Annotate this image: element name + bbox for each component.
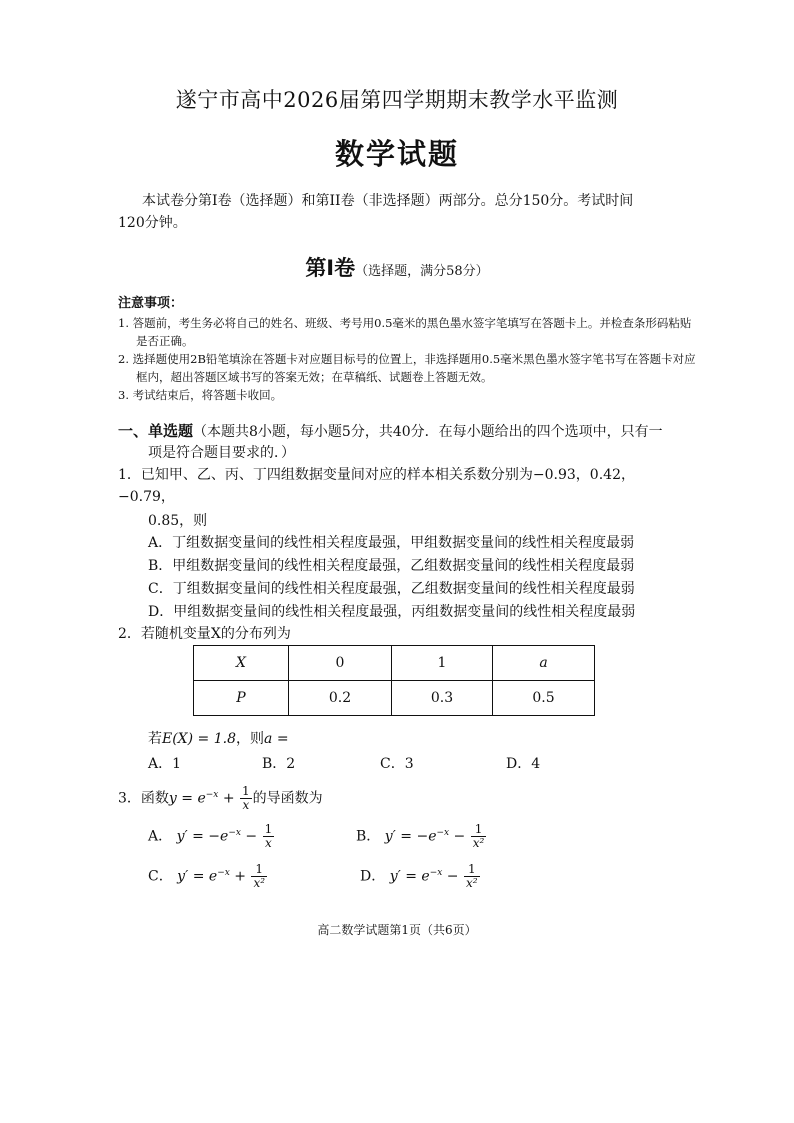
exam-header: 遂宁市高中2026届第四学期期末教学水平监测 xyxy=(175,88,619,112)
q3-option-d: D． $y' = e^{-x}$ − $\frac{1}{\text{x²}}$ xyxy=(360,862,478,891)
section-1-desc-b: 项是符合题目要求的．） xyxy=(148,445,295,461)
table-cell: 0.2 xyxy=(289,681,392,716)
notes-heading: 注意事项： xyxy=(118,296,184,311)
q1-option-a: A．丁组数据变量间的线性相关程度最强，甲组数据变量间的线性相关程度最弱 xyxy=(148,535,635,551)
table-cell: 0 xyxy=(289,646,392,681)
q1-stem-b: −0.79， xyxy=(118,489,175,505)
q1-option-b: B．甲组数据变量间的线性相关程度最强，乙组数据变量间的线性相关程度最弱 xyxy=(148,558,635,574)
q2-option-a: A．1 xyxy=(148,756,182,772)
section-1-line-a xyxy=(118,420,663,443)
q2-stem: 2．若随机变量X的分布列为 xyxy=(118,626,291,642)
q3-option-a: A． $y' = -e^{-x}$ − $\frac{1}{x}$ xyxy=(148,822,273,851)
note-2b: 框内，超出答题区域书写的答案无效；在草稿纸、试题卷上答题无效。 xyxy=(136,370,493,384)
intro-line-1: 本试卷分第Ⅰ卷（选择题）和第II卷（非选择题）两部分。总分150分。考试时间 xyxy=(142,193,634,209)
note-1b: 是否正确。 xyxy=(136,334,194,348)
section-1-desc-a: （本题共8小题，每小题5分，共40分．在每小题给出的四个选项中，只有一 xyxy=(193,424,663,440)
note-2a: 2. 选择题使用2B铅笔填涂在答题卡对应题目标号的位置上，非选择题用0.5毫米黑色墨水签字笔书写在答题卡对应 xyxy=(118,352,696,366)
table-cell: 0.5 xyxy=(493,681,595,716)
fraction: $\frac{1}{x}$ xyxy=(264,822,273,851)
table-cell: 1 xyxy=(392,646,493,681)
note-1a: 1. 答题前，考生务必将自己的姓名、班级、考号用0.5毫米的黑色墨水签字笔填写在答题卡上。并检查条形码粘贴 xyxy=(118,316,692,330)
q3-option-b: B． $y' = -e^{-x}$ − $\frac{1}{\text{x²}}$ xyxy=(356,822,485,851)
table-cell: X xyxy=(194,646,289,681)
q3-stem: 3．函数$y = e^{-x}$ + $\frac{1}{x}$ 的导函数为 xyxy=(118,784,323,813)
q3-option-c: C． $y' = e^{-x}$ + $\frac{1}{\text{x²}}$ xyxy=(148,862,266,891)
distribution-table xyxy=(193,645,595,716)
volume-heading xyxy=(0,252,794,282)
expected-value: E(X) = 1.8 xyxy=(162,731,237,747)
volume-title: 第Ⅰ卷 xyxy=(305,256,356,280)
fraction: $\frac{1}{\text{x²}}$ xyxy=(253,862,266,891)
section-1-heading: 一、单选题 xyxy=(118,422,194,440)
note-3: 3. 考试结束后，将答题卡收回。 xyxy=(118,388,283,402)
table-row xyxy=(194,681,595,716)
q1-stem-c: 0.85，则 xyxy=(148,513,208,529)
page-title: 数学试题 xyxy=(334,137,459,171)
table-row xyxy=(194,646,595,681)
page-footer: 高二数学试题第1页（共6页） xyxy=(317,923,477,937)
q2-option-c: C．3 xyxy=(380,756,414,772)
q2-option-b: B．2 xyxy=(262,756,296,772)
fraction: $\frac{1}{\text{x²}}$ xyxy=(465,862,478,891)
fraction: $\frac{1}{x}$ xyxy=(242,784,250,813)
q1-stem-a: 1．已知甲、乙、丙、丁四组数据变量间对应的样本相关系数分别为−0.93，0.42， xyxy=(118,467,635,483)
volume-subtitle: （选择题，满分58分） xyxy=(355,264,489,279)
q1-option-c: C．丁组数据变量间的线性相关程度最强，乙组数据变量间的线性相关程度最弱 xyxy=(148,581,635,597)
q2-option-d: D．4 xyxy=(506,756,541,772)
q1-option-d: D．甲组数据变量间的线性相关程度最强，丙组数据变量间的线性相关程度最弱 xyxy=(148,604,636,620)
table-cell: a xyxy=(493,646,595,681)
table-cell: 0.3 xyxy=(392,681,493,716)
fraction: $\frac{1}{\text{x²}}$ xyxy=(472,822,485,851)
q2-condition: 若E(X) = 1.8，则a = xyxy=(148,731,289,747)
intro-line-2: 120分钟。 xyxy=(118,215,187,231)
table-cell: P xyxy=(194,681,289,716)
